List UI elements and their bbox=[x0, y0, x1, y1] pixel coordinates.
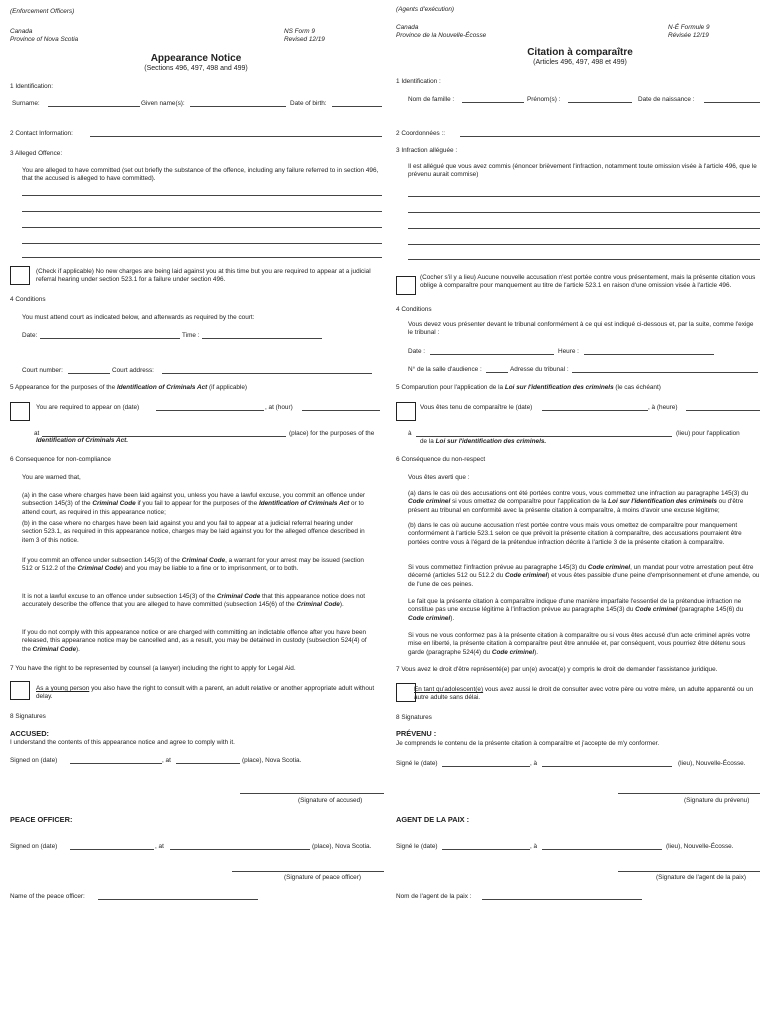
fr-offence-line-1[interactable] bbox=[408, 196, 760, 197]
fr-accused-place-ns: (lieu), Nouvelle-Écosse. bbox=[678, 760, 746, 767]
fr-section-offence: 3 Infraction alléguée : bbox=[396, 147, 458, 154]
young-person-text: As a young person you also have the right to consult with a parent, an adult relative or another appropriate adult without delay. bbox=[36, 685, 375, 701]
place-purposes-label: (place) for the purposes of the bbox=[289, 430, 375, 437]
offence-line-2[interactable] bbox=[22, 211, 382, 212]
officer-at-label: , at bbox=[155, 843, 164, 850]
fr-revised-date: Révisée 12/19 bbox=[668, 32, 709, 39]
officer-signature-field[interactable] bbox=[232, 871, 384, 872]
fr-young-person-text: En tant qu'adolescent(e) vous avez aussi le droit de consulter avec votre père ou votre mère, un adulte apparenté ou un autre adulte sans délai. bbox=[414, 686, 754, 702]
court-number-label: Court number: bbox=[22, 367, 63, 374]
fr-no-new-charges-text: (Cocher s'il y a lieu) Aucune nouvelle accusation n'est portée contre vous présentement, mais la présente citation vous oblige à comparaître pour manquement au titre de l'article 523.1 en raison d'une omission visée à l'article 496. bbox=[420, 274, 756, 290]
fr-contact-field[interactable] bbox=[460, 136, 760, 137]
section-identification-act: 5 Appearance for the purposes of the Identification of Criminals Act (if applicable) bbox=[10, 384, 248, 391]
fr-accused-signature-field[interactable] bbox=[618, 793, 760, 794]
fr-section-contact: 2 Coordonnées :: bbox=[396, 130, 446, 137]
fr-officer-place-field[interactable] bbox=[542, 849, 662, 850]
country: Canada bbox=[10, 28, 33, 35]
fr-surname-label: Nom de famille : bbox=[408, 96, 455, 103]
officer-signature-caption: (Signature of peace officer) bbox=[284, 874, 361, 881]
appear-date-field[interactable] bbox=[156, 410, 264, 411]
fr-accused-at-label: , à bbox=[530, 760, 538, 767]
form-title: Appearance Notice bbox=[150, 53, 242, 64]
section-counsel: 7 You have the right to be represented by counsel (a lawyer) including the right to apply for Legal Aid. bbox=[10, 665, 296, 672]
appear-hour-field[interactable] bbox=[302, 410, 380, 411]
section-identification: 1 Identification: bbox=[10, 83, 53, 90]
fr-surname-field[interactable] bbox=[462, 102, 524, 103]
fr-must-attend-text: Vous devez vous présenter devant le tribunal conformément à ce qui est indiqué ci-dessous et, par la suite, comme l'exige le tribunal : bbox=[408, 321, 754, 337]
fr-appear-place-label: à bbox=[408, 430, 412, 437]
fr-identification-act-checkbox[interactable] bbox=[396, 402, 416, 421]
revised-date: Revised 12/19 bbox=[284, 36, 325, 43]
offence-instructions: You are alleged to have committed (set out briefly the substance of the offence, including any failure referred to in section 496, that the accused is alleged to have committed). bbox=[22, 167, 379, 183]
fr-young-person-checkbox[interactable] bbox=[396, 683, 416, 702]
fr-province: Province de la Nouvelle-Écosse bbox=[396, 32, 487, 39]
given-names-label: Given name(s): bbox=[141, 100, 185, 107]
fr-officer-signature-field[interactable] bbox=[618, 871, 760, 872]
officer-name-label: Name of the peace officer: bbox=[10, 893, 85, 900]
fr-officer-name-label: Nom de l'agent de la paix : bbox=[396, 893, 472, 900]
fr-offence-line-5[interactable] bbox=[408, 259, 760, 260]
warning-b: (b) in the case where no charges have been laid against you and you fail to appear at a judicial referral hearing under section 523.1, as required in this appearance notice, charges may be laid against you for the alleged offence described in item 3 of this notice. bbox=[22, 520, 365, 544]
officer-signed-date-field[interactable] bbox=[70, 849, 154, 850]
offence-line-1[interactable] bbox=[22, 195, 382, 196]
given-names-field[interactable] bbox=[190, 106, 286, 107]
court-date-field[interactable] bbox=[40, 338, 180, 339]
fr-court-time-label: Heure : bbox=[558, 348, 579, 355]
officer-name-field[interactable] bbox=[98, 899, 258, 900]
accused-signed-date-field[interactable] bbox=[70, 763, 162, 764]
fr-warned-text: Vous êtes averti que : bbox=[408, 474, 470, 481]
accused-understand-text: I understand the contents of this appearance notice and agree to comply with it. bbox=[10, 739, 235, 746]
section-contact: 2 Contact Information: bbox=[10, 130, 73, 137]
fr-form-sections: (Articles 496, 497, 498 et 499) bbox=[533, 59, 627, 66]
accused-signature-field[interactable] bbox=[240, 793, 384, 794]
fr-accused-signature-caption: (Signature du prévenu) bbox=[684, 797, 750, 804]
fr-appear-date-label: Vous êtes tenu de comparaître le (date) bbox=[420, 404, 533, 411]
fr-section-identification: 1 Identification : bbox=[396, 78, 441, 85]
young-person-checkbox[interactable] bbox=[10, 681, 30, 700]
fr-appear-date-field[interactable] bbox=[542, 410, 648, 411]
fr-court-number-label: N° de la salle d'audience : bbox=[408, 366, 482, 373]
court-address-label: Court address: bbox=[112, 367, 154, 374]
fr-section-non-compliance: 6 Conséquence du non-respect bbox=[396, 456, 486, 463]
accused-place-field[interactable] bbox=[176, 763, 240, 764]
fr-officer-place-ns: (lieu), Nouvelle-Écosse. bbox=[666, 843, 734, 850]
cancellation-paragraph: If you do not comply with this appearance notice or are charged with committing an indictable offence after you have been released, this appearance notice may be cancelled and, as a result, you may be detained in custody (subsection 524(4) of the Criminal Code). bbox=[22, 629, 367, 653]
fr-appear-hour-label: , à (heure) bbox=[648, 404, 678, 411]
form-number: NS Form 9 bbox=[284, 28, 315, 35]
fr-accused-understand-text: Je comprends le contenu de la présente citation à comparaître et j'accepte de m'y conformer. bbox=[396, 740, 660, 747]
section-non-compliance: 6 Consequence for non-compliance bbox=[10, 456, 111, 463]
surname-label: Surname: bbox=[12, 100, 40, 107]
fr-offence-line-3[interactable] bbox=[408, 228, 760, 229]
offence-line-4[interactable] bbox=[22, 243, 382, 244]
accused-signed-on-label: Signed on (date) bbox=[10, 757, 58, 764]
fr-form-number: N-É Formule 9 bbox=[668, 24, 710, 31]
appear-hour-label: , at (hour) bbox=[265, 404, 293, 411]
fr-warning-b: (b) dans le cas où aucune accusation n'est portée contre vous mais vous omettez de comparaître pour manquement conformément à l'article 523.1 selon ce que prévoit la présente citation à comparaître, des accusations pourraient être portées contre vous à l'égard de la prétendue infraction décrite à l'article 3 de la présente citation à comparaître. bbox=[408, 522, 742, 546]
fr-appear-hour-field[interactable] bbox=[686, 410, 760, 411]
dob-label: Date of birth: bbox=[290, 100, 327, 107]
fr-court-date-field[interactable] bbox=[430, 354, 554, 355]
fr-court-date-label: Date : bbox=[408, 348, 426, 355]
fr-court-number-field[interactable] bbox=[486, 372, 508, 373]
accused-at-label: , at bbox=[162, 757, 171, 764]
officer-place-field[interactable] bbox=[170, 849, 310, 850]
enforcement-label: (Enforcement Officers) bbox=[10, 8, 75, 15]
warning-a: (a) in the case where charges have been laid against you, unless you have a lawful excuse, you commit an offence under subsection 145(3) of the Criminal Code if you fail to appear for the purposes of the Identification of Criminals Act or to attend court, as required in this appearance notice; bbox=[22, 492, 366, 516]
warned-text: You are warned that, bbox=[22, 474, 81, 481]
offence-line-3[interactable] bbox=[22, 227, 382, 228]
officer-place-ns: (place), Nova Scotia. bbox=[312, 843, 372, 850]
court-number-field[interactable] bbox=[68, 373, 110, 374]
court-date-label: Date: bbox=[22, 332, 38, 339]
fr-section-identification-act: 5 Comparution pour l'application de la Loi sur l'identification des criminels (le cas échéant) bbox=[396, 384, 661, 391]
fr-court-time-field[interactable] bbox=[584, 354, 714, 355]
warrant-paragraph: If you commit an offence under subsection 145(3) of the Criminal Code, a warrant for your arrest may be issued (section 512 or 512.2 of the Criminal Code) and you may be liable to a fine or to imprisonment, or to both. bbox=[22, 557, 364, 573]
section-signatures: 8 Signatures bbox=[10, 713, 46, 720]
accused-heading: ACCUSED: bbox=[10, 729, 50, 738]
fr-section-conditions: 4 Conditions bbox=[396, 306, 432, 313]
province: Province of Nova Scotia bbox=[10, 36, 79, 43]
accused-signature-caption: (Signature of accused) bbox=[298, 797, 363, 804]
fr-dob-field[interactable] bbox=[704, 102, 760, 103]
surname-field[interactable] bbox=[48, 106, 140, 107]
identification-act-name: Identification of Criminals Act. bbox=[36, 437, 129, 444]
appear-place-label: at bbox=[34, 430, 40, 437]
fr-given-field[interactable] bbox=[568, 102, 632, 103]
fr-court-address-label: Adresse du tribunal : bbox=[510, 366, 569, 373]
court-address-field[interactable] bbox=[162, 373, 372, 374]
lawful-excuse-paragraph: It is not a lawful excuse to an offence under subsection 145(3) of the Criminal Code that this appearance notice does not accurately describe the offence that you are alleged to have committed (subsection 145(6) of the Criminal Code). bbox=[22, 593, 366, 609]
fr-offence-line-2[interactable] bbox=[408, 212, 760, 213]
form-sections: (Sections 496, 497, 498 and 499) bbox=[144, 65, 248, 72]
fr-officer-name-field[interactable] bbox=[482, 899, 642, 900]
fr-lawful-excuse-paragraph: Le fait que la présente citation à comparaître indique d'une manière imparfaite l'essentiel de la prétendue infraction ne constitue pas une excuse légitime à l'infraction prévue au paragraphe 145(3) du Code criminel (paragraphe 145(6) du Code criminel). bbox=[408, 598, 744, 622]
fr-accused-signed-on-label: Signé le (date) bbox=[396, 760, 438, 767]
fr-court-address-field[interactable] bbox=[572, 372, 758, 373]
fr-officer-signed-date-field[interactable] bbox=[442, 849, 530, 850]
court-time-field[interactable] bbox=[202, 338, 322, 339]
accused-place-ns: (place), Nova Scotia. bbox=[242, 757, 302, 764]
no-new-charges-checkbox[interactable] bbox=[10, 266, 30, 285]
fr-officer-at-label: , à bbox=[530, 843, 538, 850]
no-new-charges-text: (Check if applicable) No new charges are being laid against you at this time but you are required to appear at a judicial referral hearing under section 523.1 for a failure under section 496. bbox=[36, 268, 371, 284]
fr-form-title: Citation à comparaître bbox=[527, 47, 633, 58]
fr-country: Canada bbox=[396, 24, 419, 31]
fr-given-label: Prénom(s) : bbox=[527, 96, 561, 103]
dob-field[interactable] bbox=[332, 106, 382, 107]
fr-enforcement-label: (Agents d'exécution) bbox=[396, 6, 455, 13]
fr-dob-label: Date de naissance : bbox=[638, 96, 695, 103]
peace-officer-heading: PEACE OFFICER: bbox=[10, 815, 73, 824]
section-conditions: 4 Conditions bbox=[10, 296, 46, 303]
fr-offence-line-4[interactable] bbox=[408, 244, 760, 245]
fr-accused-heading: PRÉVENU : bbox=[396, 729, 437, 738]
fr-offence-instructions: Il est allégué que vous avez commis (énoncer brièvement l'infraction, notamment toute omission visée à l'article 496, que le prévenu aurait commise) bbox=[408, 163, 757, 179]
must-attend-text: You must attend court as indicated below, and afterwards as required by the court: bbox=[22, 314, 255, 321]
fr-identification-act-name: de la Loi sur l'identification des criminels. bbox=[420, 438, 547, 445]
fr-peace-officer-heading: AGENT DE LA PAIX : bbox=[396, 815, 470, 824]
fr-warrant-paragraph: Si vous commettez l'infraction prévue au paragraphe 145(3) du Code criminel, un mandat pour votre arrestation peut être décerné (articles 512 ou 512.2 du Code criminel) et vous êtes passible d'une peine d'emprisonnement et d'une amende, ou de l'une de ces peines. bbox=[408, 564, 760, 588]
fr-accused-signed-date-field[interactable] bbox=[442, 766, 530, 767]
section-offence: 3 Alleged Offence: bbox=[10, 150, 63, 157]
fr-officer-signature-caption: (Signature de l'agent de la paix) bbox=[656, 874, 747, 881]
fr-section-counsel: 7 Vous avez le droit d'être représenté(e) par un(e) avocat(e) y compris le droit de demander l'assistance juridique. bbox=[396, 666, 718, 673]
fr-no-new-charges-checkbox[interactable] bbox=[396, 276, 416, 295]
offence-line-5[interactable] bbox=[22, 257, 382, 258]
identification-act-checkbox[interactable] bbox=[10, 402, 30, 421]
fr-cancellation-paragraph: Si vous ne vous conformez pas à la présente citation à comparaître ou si vous êtes accusé d'un acte criminel après votre mise en liberté, la présente citation à comparaître peut être annulée et, par conséquent, vous pourriez être détenu sous garde (paragraphe 524(4) du Code criminel). bbox=[408, 632, 751, 656]
fr-warning-a: (a) dans le cas où des accusations ont été portées contre vous, vous commettez une infraction au paragraphe 145(3) du Code criminel si vous omettez de comparaître pour l'application de la Loi sur l'identification des criminels ou d'être présent au tribunal en conformité avec la présente citation à comparaître, à moins d'avoir une excuse légitime; bbox=[408, 490, 749, 514]
court-time-label: Time : bbox=[182, 332, 200, 339]
fr-place-purposes-label: (lieu) pour l'application bbox=[676, 430, 740, 437]
fr-appear-place-field[interactable] bbox=[416, 436, 672, 437]
fr-accused-place-field[interactable] bbox=[542, 766, 672, 767]
contact-field[interactable] bbox=[90, 136, 382, 137]
fr-officer-signed-on-label: Signé le (date) bbox=[396, 843, 438, 850]
officer-signed-on-label: Signed on (date) bbox=[10, 843, 58, 850]
fr-section-signatures: 8 Signatures bbox=[396, 714, 432, 721]
appear-date-label: You are required to appear on (date) bbox=[36, 404, 140, 411]
